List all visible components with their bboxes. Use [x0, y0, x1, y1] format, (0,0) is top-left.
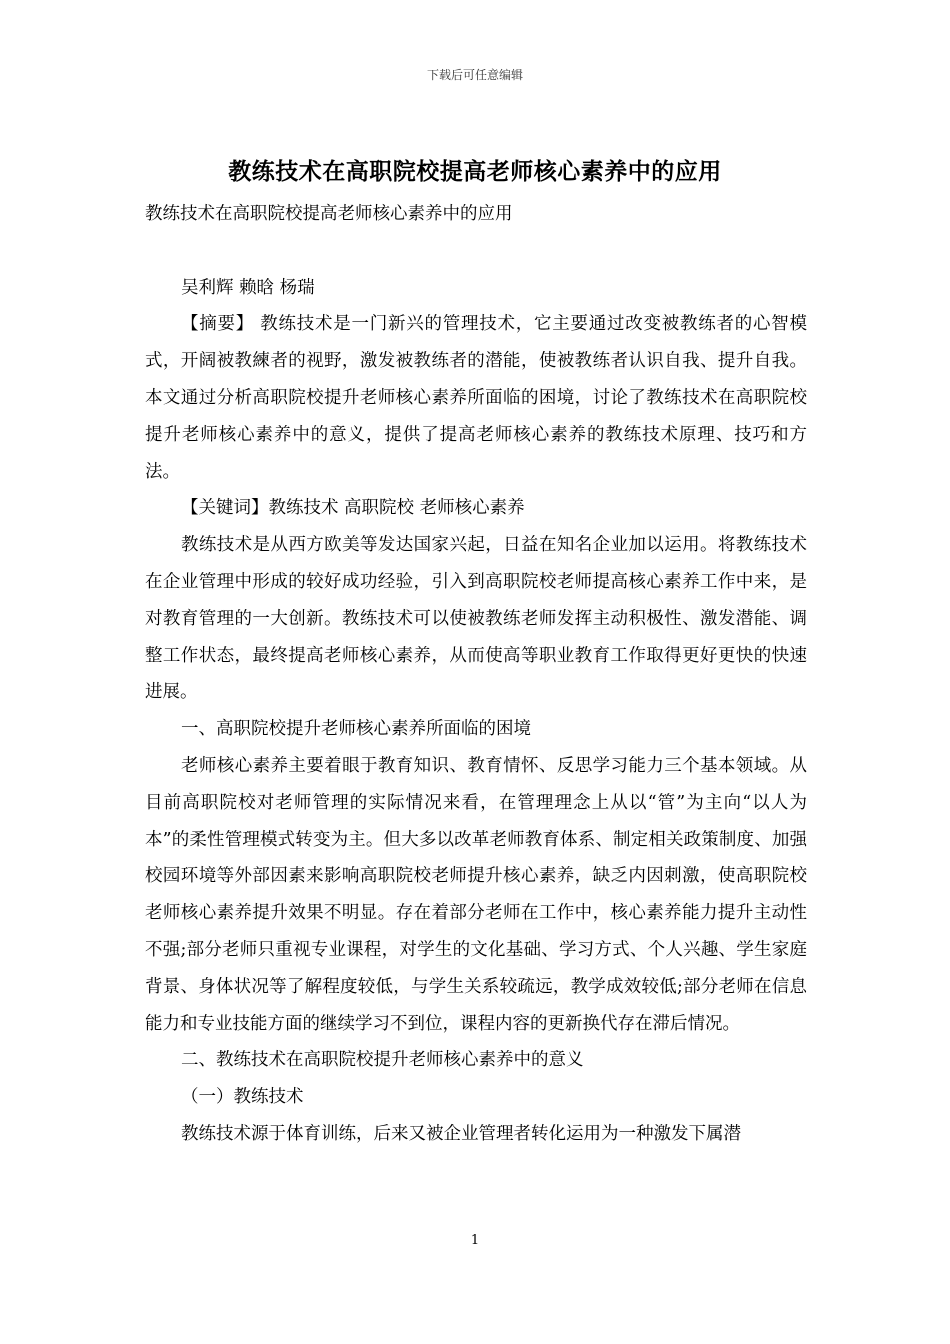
document-title: 教练技术在高职院校提高老师核心素养中的应用: [228, 158, 722, 185]
document-subtitle: 教练技术在高职院校提高老师核心素养中的应用: [145, 204, 513, 224]
section-2-heading: 二、教练技术在高职院校提升老师核心素养中的意义: [181, 1050, 584, 1071]
page-number: 1: [470, 1233, 480, 1248]
blank-line: [145, 233, 807, 270]
subsection-1-heading: （一）教练技术: [181, 1087, 304, 1108]
abstract-paragraph: 【摘要】 教练技术是一门新兴的管理技术，它主要通过改变被教练者的心智模式，开阔被教練者的视野，激发被教练者的潜能，使被教练者认识自我、提升自我。本文通过分析高职院校提升老师核心素养所面临的困境，讨论了教练技术在高职院校提升老师核心素养中的意义，提供了提高老师核心素养的教练技术原理、技巧和方法。: [145, 314, 807, 482]
authors-line: 吴利辉 赖晗 杨瑞: [181, 277, 315, 298]
section-1-paragraph: 老师核心素养主要着眼于教育知识、教育情怀、反思学习能力三个基本领域。从目前高职院校对老师管理的实际情况来看，在管理理念上从以“管”为主向“以人为本”的柔性管理模式转变为主。但大多以改革老师教育体系、制定相关政策制度、加强校园环境等外部因素来影响高职院校老师提升核心素养，缺乏内因刺激，使高职院校老师核心素养提升效果不明显。存在着部分老师在工作中，核心素养能力提升主动性不强;部分老师只重视专业课程，对学生的文化基础、学习方式、个人兴趣、学生家庭背景、身体状况等了解程度较低，与学生关系较疏远，教学成效较低;部分老师在信息能力和专业技能方面的继续学习不到位，课程内容的更新换代存在滞后情况。: [145, 755, 807, 1034]
subsection-1-paragraph: 教练技术源于体育训练，后来又被企业管理者转化运用为一种激发下属潜: [181, 1123, 741, 1144]
section-1-heading: 一、高职院校提升老师核心素养所面临的困境: [181, 719, 531, 740]
document-body: [145, 196, 807, 1153]
intro-paragraph: 教练技术是从西方欧美等发达国家兴起，日益在知名企业加以运用。将教练技术在企业管理中形成的较好成功经验，引入到高职院校老师提高核心素养工作中来，是对教育管理的一大创新。教练技术可以使被教练老师发挥主动积极性、激发潜能、调整工作状态，最终提高老师核心素养，从而使高等职业教育工作取得更好更快的快速进展。: [145, 535, 807, 703]
page-header-note: 下载后可任意编辑: [426, 68, 523, 82]
keywords-line: 【关键词】教练技术 高职院校 老师核心素养: [181, 498, 525, 519]
